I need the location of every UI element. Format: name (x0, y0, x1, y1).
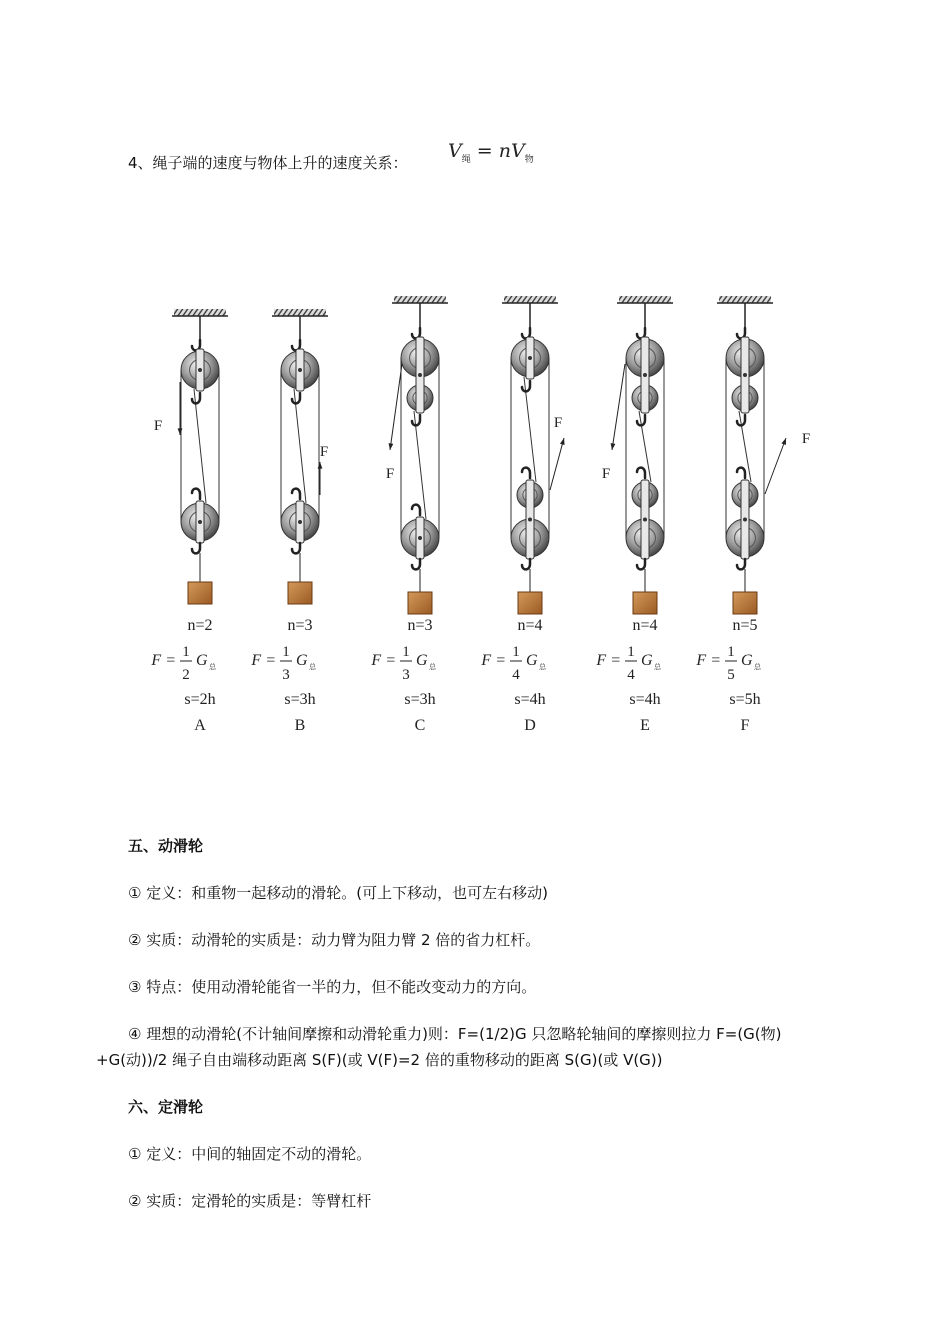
pulley-axle (743, 518, 747, 522)
force-formula-lhs: F = (596, 652, 621, 669)
n-label: n=5 (732, 617, 758, 634)
force-formula-g: G (296, 652, 308, 669)
fraction-numerator: 1 (512, 644, 520, 660)
s-label: s=2h (184, 691, 216, 708)
force-arrow-icon (178, 428, 183, 435)
hook-icon (737, 468, 745, 478)
fraction-denominator: 4 (627, 667, 635, 683)
pulley-system-c (370, 296, 448, 734)
formula-mid: = nV (470, 140, 525, 162)
force-formula-lhs: F = (371, 652, 396, 669)
hook-icon (192, 489, 200, 499)
pulley-system-f (695, 296, 810, 734)
ceiling-hatch (504, 296, 556, 303)
hook-icon (637, 559, 645, 569)
force-formula-g: G (196, 652, 208, 669)
force-formula-sub: 总 (654, 663, 661, 671)
load-box (408, 592, 432, 614)
force-label: F (801, 431, 811, 447)
pulley-system-b (250, 309, 328, 734)
force-arrow-icon (318, 462, 323, 469)
force-formula-g: G (741, 652, 753, 669)
force-formula-sub: 总 (754, 663, 761, 671)
hook-icon (192, 393, 200, 403)
section6-essence: ② 实质：定滑轮的实质是：等臂杠杆 (128, 1192, 372, 1210)
rope (194, 389, 206, 503)
force-formula-lhs: F = (151, 652, 176, 669)
fraction-numerator: 1 (627, 644, 635, 660)
force-formula-sub: 总 (309, 663, 316, 671)
fraction-numerator: 1 (282, 644, 290, 660)
section5-feature: ③ 特点：使用动滑轮能省一半的力，但不能改变动力的方向。 (128, 978, 537, 996)
formula-sub-object: 物 (524, 154, 534, 165)
formula-v: V (448, 140, 462, 162)
force-line (765, 438, 786, 494)
force-arrow-icon (560, 438, 565, 445)
section6-title: 六、定滑轮 (128, 1098, 204, 1116)
pulley-axle (528, 518, 532, 522)
load-box (733, 592, 757, 614)
force-label: F (385, 466, 395, 482)
fraction-denominator: 5 (727, 667, 735, 683)
ceiling-hatch (719, 296, 771, 303)
load-box (288, 582, 312, 604)
load-box (188, 582, 212, 604)
fraction-denominator: 2 (182, 667, 190, 683)
hook-icon (522, 559, 530, 569)
hook-icon (412, 559, 420, 569)
n-label: n=3 (287, 617, 313, 634)
force-formula-sub: 总 (429, 663, 436, 671)
pulley-axle (298, 520, 302, 524)
system-letter: D (524, 717, 536, 734)
force-label: F (601, 466, 611, 482)
force-arrow-icon (389, 443, 394, 450)
hook-icon (412, 505, 420, 515)
section5-title: 五、动滑轮 (128, 837, 204, 855)
hook-icon (292, 489, 300, 499)
section5-essence: ② 实质：动滑轮的实质是：动力臂为阻力臂 2 倍的省力杠杆。 (128, 931, 541, 949)
fraction-numerator: 1 (402, 644, 410, 660)
hook-icon (522, 468, 530, 478)
pulley-axle (198, 368, 202, 372)
rope (524, 377, 536, 482)
velocity-formula (448, 140, 534, 165)
fraction-numerator: 1 (182, 644, 190, 660)
pulley-system-d (480, 296, 564, 734)
pulley-system-e (595, 296, 673, 734)
force-formula-sub: 总 (209, 663, 216, 671)
force-label: F (153, 418, 163, 434)
system-letter: F (740, 717, 750, 734)
section5-ideal-line2: +G(动))/2 绳子自由端移动距离 S(F)(或 V(F)=2 倍的重物移动的距离 S(G)(或 V(G)) (96, 1051, 663, 1069)
force-formula-lhs: F = (251, 652, 276, 669)
system-letter: A (194, 717, 206, 734)
fraction-denominator: 3 (282, 667, 290, 683)
n-label: n=4 (517, 617, 543, 634)
section5-definition: ① 定义：和重物一起移动的滑轮。(可上下移动，也可左右移动) (128, 884, 548, 902)
force-label: F (553, 415, 563, 431)
force-formula-g: G (416, 652, 428, 669)
hook-icon (637, 468, 645, 478)
s-label: s=3h (284, 691, 316, 708)
n-label: n=2 (187, 617, 213, 634)
pulley-axle (198, 520, 202, 524)
force-arrow-icon (781, 438, 786, 445)
load-box (633, 592, 657, 614)
pulley-axle (528, 356, 532, 360)
s-label: s=3h (404, 691, 436, 708)
system-letter: B (294, 717, 306, 734)
n-label: n=4 (632, 617, 658, 634)
rope (294, 389, 306, 503)
section5-ideal-line1: ④ 理想的动滑轮(不计轴间摩擦和动滑轮重力)则：F=(1/2)G 只忽略轮轴间的摩擦则拉力 F=(G(物) (128, 1025, 782, 1043)
item4-label: 4、绳子端的速度与物体上升的速度关系： (128, 154, 408, 172)
force-formula-lhs: F = (481, 652, 506, 669)
n-label: n=3 (407, 617, 433, 634)
fraction-denominator: 4 (512, 667, 520, 683)
force-label: F (319, 444, 329, 460)
hook-icon (412, 415, 420, 425)
hook-icon (292, 543, 300, 553)
pulley-axle (418, 373, 422, 377)
force-arrow-icon (611, 443, 616, 450)
hook-icon (737, 559, 745, 569)
rope (414, 411, 426, 519)
force-formula-lhs: F = (696, 652, 721, 669)
hook-icon (522, 381, 530, 391)
system-letter: C (414, 717, 426, 734)
s-label: s=4h (629, 691, 661, 708)
formula-sub-rope: 绳 (461, 154, 471, 165)
section6-definition: ① 定义：中间的轴固定不动的滑轮。 (128, 1145, 372, 1163)
pulley-axle (643, 373, 647, 377)
force-formula-sub: 总 (539, 663, 546, 671)
pulley-axle (743, 373, 747, 377)
pulley-axle (418, 536, 422, 540)
s-label: s=5h (729, 691, 761, 708)
ceiling-hatch (274, 309, 326, 316)
fraction-numerator: 1 (727, 644, 735, 660)
fraction-denominator: 3 (402, 667, 410, 683)
force-line (550, 438, 564, 490)
pulley-axle (643, 518, 647, 522)
force-line (390, 364, 402, 450)
force-line (612, 364, 625, 450)
load-box (518, 592, 542, 614)
hook-icon (192, 543, 200, 553)
ceiling-hatch (394, 296, 446, 303)
ceiling-hatch (619, 296, 671, 303)
force-formula-g: G (526, 652, 538, 669)
system-letter: E (640, 717, 650, 734)
pulley-system-a (150, 309, 228, 734)
pulley-axle (298, 368, 302, 372)
ceiling-hatch (174, 309, 226, 316)
hook-icon (292, 393, 300, 403)
pulley-systems-figure (140, 290, 820, 740)
s-label: s=4h (514, 691, 546, 708)
force-formula-g: G (641, 652, 653, 669)
